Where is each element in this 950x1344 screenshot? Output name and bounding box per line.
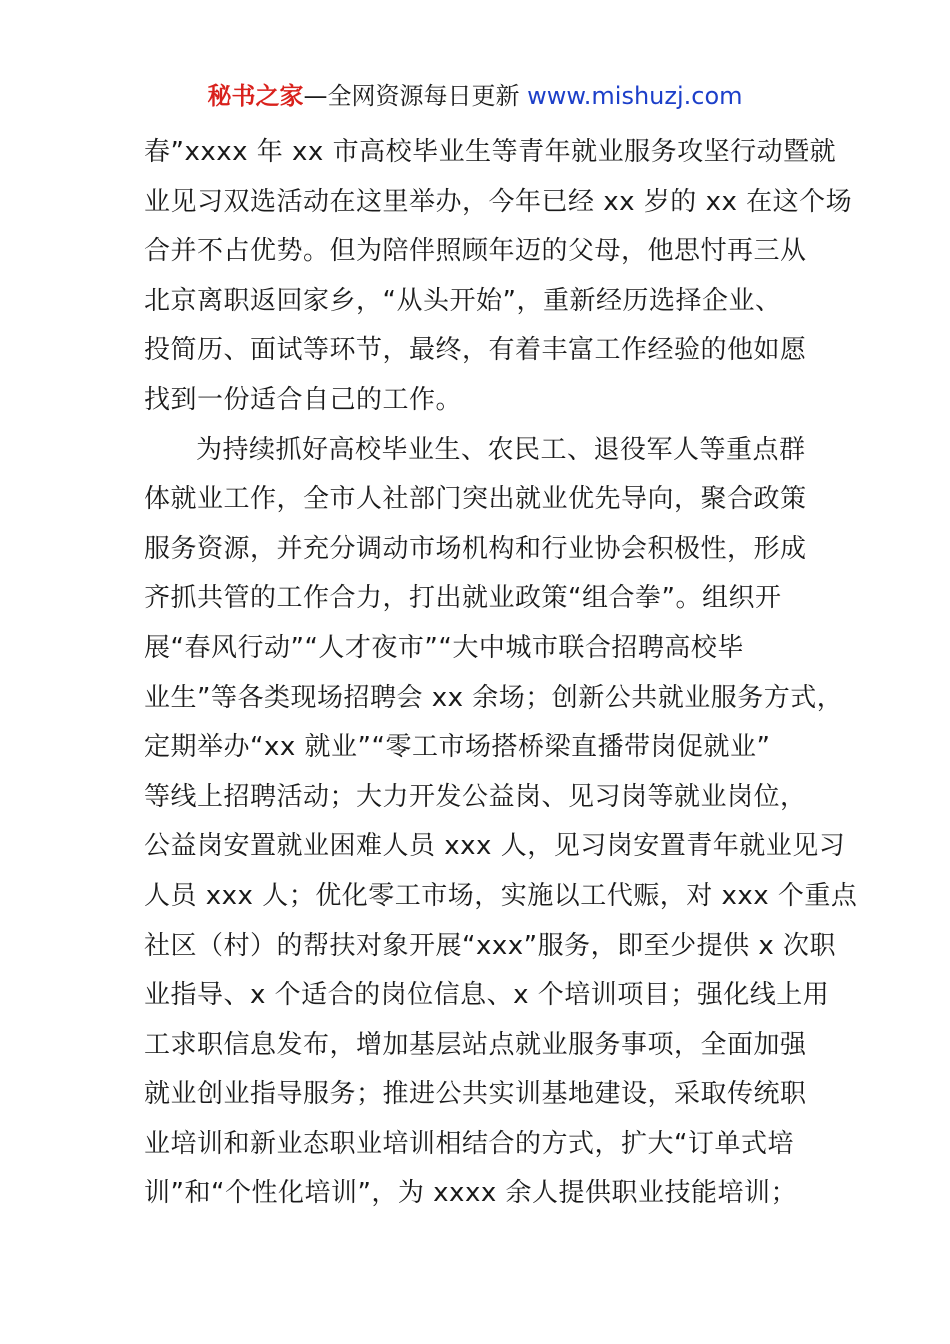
text-line: 投简历、面试等环节，最终，有着丰富工作经验的他如愿: [144, 335, 807, 366]
text-line: 北京离职返回家乡，“从头开始”，重新经历选择企业、: [144, 285, 782, 316]
text-line: 工求职信息发布，增加基层站点就业服务事项，全面加强: [144, 1029, 807, 1060]
page-header: [0, 80, 950, 112]
text-line: 展“春风行动”“人才夜市”“大中城市联合招聘高校毕: [144, 632, 744, 663]
text-line: 训”和“个性化培训”，为 xxxx 余人提供职业技能培训；: [144, 1178, 797, 1209]
header-tagline: —全网资源每日更新: [303, 82, 520, 110]
text-line: 等线上招聘活动；大力开发公益岗、见习岗等就业岗位，: [144, 781, 807, 812]
document-body: [144, 128, 858, 1219]
paragraph-start-line: 为持续抓好高校毕业生、农民工、退役军人等重点群: [196, 434, 806, 465]
text-line: 体就业工作，全市人社部门突出就业优先导向，聚合政策: [144, 484, 807, 515]
brand-name: 秘书之家: [207, 82, 304, 110]
text-line: 业指导、x 个适合的岗位信息、x 个培训项目；强化线上用: [144, 980, 830, 1011]
text-line: 公益岗安置就业困难人员 xxx 人，见习岗安置青年就业见习: [144, 831, 846, 862]
text-line: 定期举办“xx 就业”“零工市场搭桥梁直播带岗促就业”: [144, 732, 771, 763]
text-line: 服务资源，并充分调动市场机构和行业协会积极性，形成: [144, 533, 807, 564]
text-line: 就业创业指导服务；推进公共实训基地建设，采取传统职: [144, 1079, 807, 1110]
text-line: 业生”等各类现场招聘会 xx 余场；创新公共就业服务方式，: [144, 682, 844, 713]
text-line: 合并不占优势。但为陪伴照顾年迈的父母，他思忖再三从: [144, 236, 807, 267]
text-line: 业培训和新业态职业培训相结合的方式，扩大“订单式培: [144, 1128, 794, 1159]
website-link[interactable]: www.mishuzj.com: [527, 82, 743, 110]
text-line: 齐抓共管的工作合力，打出就业政策“组合拳”。组织开: [144, 583, 782, 614]
text-line: 业见习双选活动在这里举办，今年已经 xx 岁的 xx 在这个场: [144, 186, 853, 217]
text-line: 人员 xxx 人；优化零工市场，实施以工代赈，对 xxx 个重点: [144, 880, 858, 911]
text-line: 找到一份适合自己的工作。: [144, 384, 463, 415]
text-line: 春”xxxx 年 xx 市高校毕业生等青年就业服务攻坚行动暨就: [144, 137, 837, 167]
text-line: 社区（村）的帮扶对象开展“xxx”服务，即至少提供 x 次职: [144, 930, 837, 961]
